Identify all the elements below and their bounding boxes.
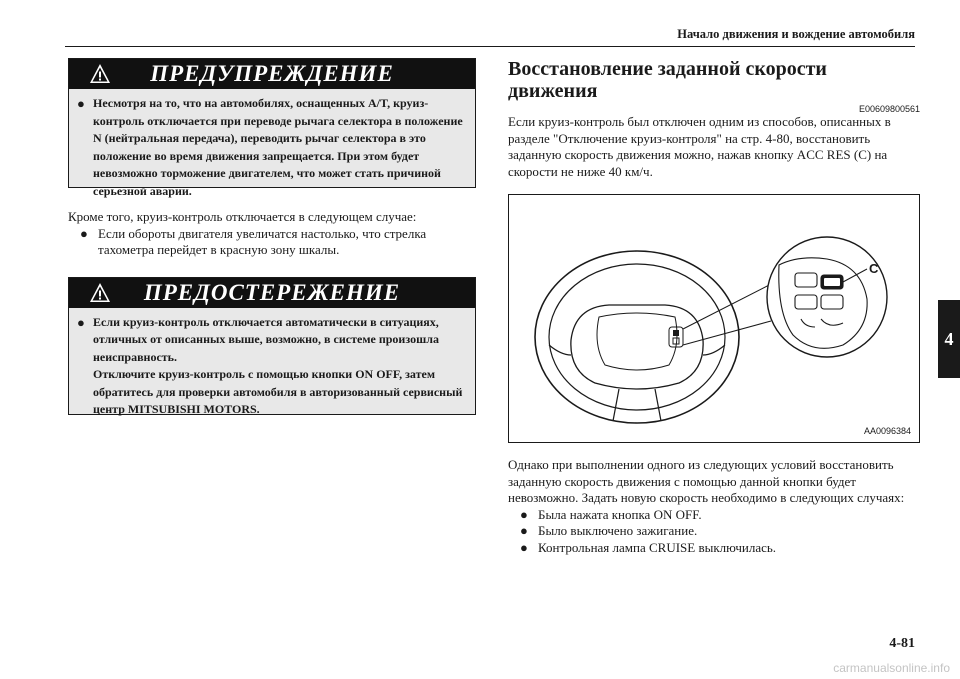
warning-item <box>77 95 467 200</box>
callout-label: C <box>869 261 879 276</box>
warning-triangle-icon <box>89 63 111 85</box>
right-column <box>508 58 920 556</box>
left-list-item <box>80 226 476 259</box>
caution-box <box>68 277 476 415</box>
bottom-intro: Однако при выполнении одного из следующих условий восстановить заданную скорость движения с помощью данной кнопки будет невозможно. Задать новую скорость необходимо в следующих случаях: <box>508 457 905 505</box>
magnified-switch-view <box>767 237 887 357</box>
watermark: carmanualsonline.info <box>833 661 950 675</box>
left-column <box>68 58 476 415</box>
bullet: ● <box>520 523 528 538</box>
caution-item-text: Отключите круиз-контроль с помощью кнопки ON OFF, затем обратитесь для проверки автомобиля в авторизованный сервисный центр MITSUBISHI MOTORS. <box>93 367 463 416</box>
warning-box-header <box>69 59 475 89</box>
steering-wheel-rim <box>535 251 739 423</box>
header-rule <box>65 46 915 47</box>
section-title: Восстановление заданной скорости движения <box>508 58 827 102</box>
caution-item <box>77 314 467 419</box>
chapter-tab: 4 <box>938 300 960 378</box>
bullet: ● <box>520 539 528 555</box>
left-intro: Кроме того, круиз-контроль отключается в следующем случае: <box>68 209 417 224</box>
left-list-item-text: Если обороты двигателя увеличатся настолько, что стрелка тахометра перейдет в красную зону шкалы. <box>98 225 427 257</box>
warning-box <box>68 58 476 198</box>
steering-wheel-hub <box>571 305 703 389</box>
page-number: 4-81 <box>889 636 915 651</box>
caution-box-title: ПРЕДОСТЕРЕЖЕНИЕ <box>143 279 401 305</box>
bottom-list-item <box>520 523 920 540</box>
bullet: ● <box>80 225 88 241</box>
bottom-list-item-text: Контрольная лампа CRUISE выключилась. <box>538 539 777 555</box>
steering-wheel-illustration <box>509 195 919 442</box>
warning-item-text: Несмотря на то, что на автомобилях, оснащенных A/T, круиз-контроль отключается при переводе рычага селектора в положение N (нейтральная передача), переводить рычаг селектора в это положение во время движения запрещается. При этом будет невозможно торможение двигателем, что может стать причиной серьезной аварии. <box>93 96 463 198</box>
caution-item-text: Если круиз-контроль отключается автоматически в ситуациях, отличных от описанных выше, возможно, в системе произошла неисправность. <box>93 314 439 364</box>
bullet: ● <box>77 96 85 111</box>
bottom-list-item <box>520 507 920 524</box>
figure-code: AA0096384 <box>863 426 911 436</box>
warning-box-title: ПРЕДУПРЕЖДЕНИЕ <box>150 61 394 86</box>
bullet: ● <box>520 506 528 522</box>
warning-triangle-icon <box>89 282 111 304</box>
bottom-list-item-text: Была нажата кнопка ON OFF. <box>538 506 702 522</box>
bullet: ● <box>77 314 85 330</box>
running-header: Начало движения и вождение автомобиля <box>677 27 915 41</box>
section-code: E00609800561 <box>858 104 920 114</box>
steering-wheel-figure <box>508 194 920 443</box>
caution-box-header <box>69 278 475 308</box>
bottom-list-item-text: Было выключено зажигание. <box>538 523 698 538</box>
bottom-list-item <box>520 540 920 557</box>
section-paragraph: Если круиз-контроль был отключен одним из способов, описанных в разделе "Отключение круиз-контроля" на стр. 4-80, восстановить заданную скорость движения можно, нажав кнопку ACC RES (C) на скорости не ниже 40 км/ч. <box>508 114 891 179</box>
